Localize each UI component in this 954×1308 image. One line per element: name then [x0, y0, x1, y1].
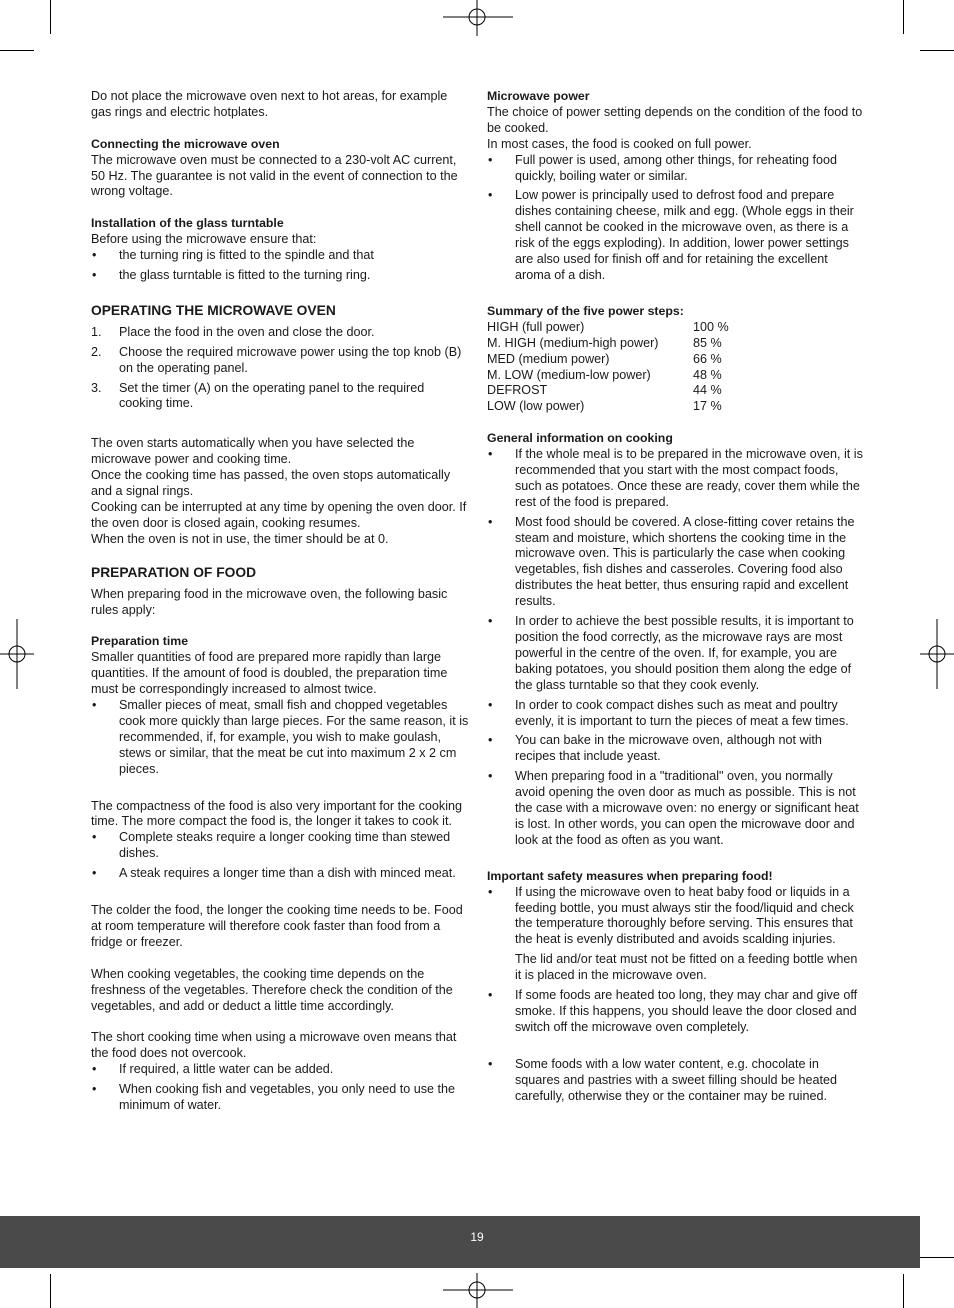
list-item: • Full power is used, among other things, for reheating food quickly, boiling water or similar.	[488, 152, 838, 183]
list-item: • Complete steaks require a longer cooking time than stewed dishes.	[92, 830, 451, 861]
bullet-marker: •	[488, 884, 493, 899]
list-item: • Some foods with a low water content, e.g. chocolate in squares and pastries with a sweet filling should be heated carefully, otherwise they or the container may be ruined.	[488, 1056, 838, 1103]
bullet-marker: •	[488, 514, 493, 529]
bullet-marker: •	[488, 447, 493, 462]
step-number: 2.	[91, 344, 102, 359]
registration-mark-icon	[443, 1273, 513, 1308]
registration-mark-icon	[443, 0, 513, 36]
operating-paragraph: When the oven is not in use, the timer should be at 0.	[91, 531, 389, 546]
list-item: • In order to cook compact dishes such as meat and poultry evenly, it is important to turn the pieces of meat a few times.	[488, 697, 849, 728]
list-item: • Low power is principally used to defrost food and prepare dishes containing cheese, milk and egg. (Whole eggs in their shell cannot be cooked in the microwave oven, as there is a risk of the eggs exploding). In addition, lower power settings are also used for finish off and for retaining the excellent aroma of a dish.	[488, 188, 854, 282]
turntable-list	[91, 248, 469, 284]
preparation-time-list	[91, 698, 469, 778]
list-item: • When preparing food in a "traditional" oven, you normally avoid opening the oven door as much as possible. This is not the case with a microwave oven: no energy or significant heat is lost. In other words, you can open the microwave door and look at the food as often as you want.	[488, 769, 859, 847]
list-item: • If using the microwave oven to heat baby food or liquids in a feeding bottle, you must always stir the food/liquid and check the temperature thoroughly before serving. This ensures that the heat is evenly distributed and avoids scalding injuries.	[488, 884, 854, 947]
list-item: • A steak requires a longer time than a dish with minced meat.	[92, 866, 456, 881]
preparation-heading: PREPARATION OF FOOD	[91, 564, 257, 580]
operating-paragraph: The oven starts automatically when you have selected the microwave power and cooking time.	[91, 436, 415, 467]
power-list	[487, 153, 865, 284]
table-row: M. HIGH (medium-high power) 85 %	[487, 335, 722, 350]
compactness-paragraph: The compactness of the food is also very important for the cooking time. The more compact the food is, the longer it takes to cook it.	[91, 798, 463, 829]
bullet-marker: •	[92, 267, 97, 282]
list-item: • Smaller pieces of meat, small fish and chopped vegetables cook more quickly than large pieces. For the same reason, it is recommended, if, for example, you wish to make goulash, stews or similar, that the meat be cut into maximum 2 x 2 cm pieces.	[92, 698, 469, 776]
bullet-marker: •	[488, 614, 493, 629]
bullet-marker: •	[488, 988, 493, 1003]
general-list	[487, 447, 865, 849]
registration-mark-icon	[920, 619, 954, 689]
table-row: LOW (low power) 17 %	[487, 399, 722, 414]
bullet-marker: •	[488, 188, 493, 203]
list-item: 1. Place the food in the oven and close the door.	[91, 324, 375, 339]
bullet-marker: •	[488, 733, 493, 748]
power-heading: Microwave power	[487, 89, 590, 103]
step-number: 1.	[91, 324, 102, 339]
preparation-time-paragraph: Smaller quantities of food are prepared more rapidly than large quantities. If the amount of food is doubled, the preparation time must be correspondingly increased to almost twice.	[91, 650, 448, 697]
power-steps-table	[487, 320, 729, 415]
operating-paragraph: Cooking can be interrupted at any time by opening the oven door. If the oven door is closed again, cooking resumes.	[91, 500, 467, 530]
safety-list	[487, 988, 865, 1036]
safety-list	[487, 1057, 865, 1105]
list-item: • You can bake in the microwave oven, although not with recipes that include yeast.	[488, 733, 822, 764]
list-item: • If the whole meal is to be prepared in the microwave oven, it is recommended that you start with the most compact foods, such as potatoes. Once these are ready, cover them while the rest of the food is prepared.	[488, 447, 863, 509]
list-item: 2. Choose the required microwave power using the top knob (B) on the operating panel.	[91, 344, 462, 375]
crop-mark	[903, 1274, 904, 1308]
turntable-heading: Installation of the glass turntable	[91, 216, 284, 231]
list-item: • Most food should be covered. A close-fitting cover retains the steam and moisture, which shortens the cooking time in the microwave oven. This is particularly the case when cooking vegetables, fish dishes and casseroles. Covering food also distributes the heat better, thus ensuring rapid and excellent results.	[488, 514, 855, 609]
crop-mark	[50, 1274, 51, 1308]
summary-heading: Summary of the five power steps:	[487, 303, 684, 318]
registration-mark-icon	[0, 619, 34, 689]
table-row: MED (medium power) 66 %	[487, 351, 722, 366]
bullet-marker: •	[488, 1056, 493, 1071]
list-item: • the turning ring is fitted to the spindle and that	[92, 248, 374, 263]
compactness-list	[91, 830, 469, 882]
turntable-paragraph: Before using the microwave ensure that:	[91, 232, 317, 247]
list-item: • When cooking fish and vegetables, you only need to use the minimum of water.	[92, 1082, 456, 1112]
safety-heading: Important safety measures when preparing food!	[487, 868, 773, 883]
crop-mark	[920, 1257, 954, 1258]
general-heading: General information on cooking	[487, 431, 673, 446]
bullet-marker: •	[92, 248, 97, 263]
crop-mark	[920, 50, 954, 51]
operating-heading: OPERATING THE MICROWAVE OVEN	[91, 302, 336, 318]
short-time-list	[91, 1062, 469, 1114]
safety-note: The lid and/or teat must not be fitted on a feeding bottle when it is placed in the microwave oven.	[515, 952, 858, 983]
list-item: • If required, a little water can be added.	[92, 1062, 334, 1077]
intro-paragraph: Do not place the microwave oven next to hot areas, for example gas rings and electric hotplates.	[91, 89, 448, 119]
operating-steps	[91, 325, 469, 413]
short-time-paragraph: The short cooking time when using a microwave oven means that the food does not overcook.	[91, 1030, 457, 1061]
list-item: • If some foods are heated too long, they may char and give off smoke. If this happens, you should leave the door closed and switch off the microwave oven completely.	[488, 988, 858, 1034]
page-number: 19	[470, 1230, 484, 1244]
power-paragraph: In most cases, the food is cooked on full power.	[487, 136, 752, 151]
vegetables-paragraph: When cooking vegetables, the cooking time depends on the freshness of the vegetables. Therefore check the condition of the vegetables, and add or deduct a little time accordingly.	[91, 966, 453, 1013]
list-item: 3. Set the timer (A) on the operating panel to the required cooking time.	[91, 380, 425, 411]
list-item: • In order to achieve the best possible results, it is important to position the food correctly, as the microwave rays are most powerful in the centre of the oven. If, for example, you are baking potatoes, you should position them along the edge of the glass turntable so that they cook evenly.	[488, 614, 854, 692]
connecting-paragraph: The microwave oven must be connected to a 230-volt AC current, 50 Hz. The guarantee is not valid in the event of connection to the wrong voltage.	[91, 152, 458, 199]
bullet-marker: •	[488, 152, 493, 167]
bullet-marker: •	[488, 769, 493, 784]
bullet-marker: •	[92, 830, 97, 845]
safety-list	[487, 885, 865, 949]
bullet-marker: •	[488, 697, 493, 712]
step-number: 3.	[91, 380, 102, 395]
bullet-marker: •	[92, 866, 97, 881]
table-row: M. LOW (medium-low power) 48 %	[487, 367, 722, 382]
crop-mark	[50, 0, 51, 34]
table-row: HIGH (full power) 100 %	[487, 319, 729, 334]
right-column	[487, 89, 865, 1109]
crop-mark	[903, 0, 904, 34]
bullet-marker: •	[92, 1062, 97, 1077]
power-paragraph: The choice of power setting depends on the condition of the food to be cooked.	[487, 104, 863, 135]
crop-mark	[0, 50, 34, 51]
preparation-intro: When preparing food in the microwave oven, the following basic rules apply:	[91, 586, 448, 617]
colder-paragraph: The colder the food, the longer the cooking time needs to be. Food at room temperature will therefore cook faster than food from a fridge or freezer.	[91, 903, 463, 949]
connecting-heading: Connecting the microwave oven	[91, 136, 280, 151]
bullet-marker: •	[92, 1082, 97, 1097]
list-item: • the glass turntable is fitted to the turning ring.	[92, 267, 371, 282]
bullet-marker: •	[92, 698, 97, 713]
table-row: DEFROST 44 %	[487, 383, 722, 398]
operating-paragraph: Once the cooking time has passed, the oven stops automatically and a signal rings.	[91, 468, 451, 499]
left-column	[91, 89, 469, 1118]
preparation-time-heading: Preparation time	[91, 634, 189, 649]
